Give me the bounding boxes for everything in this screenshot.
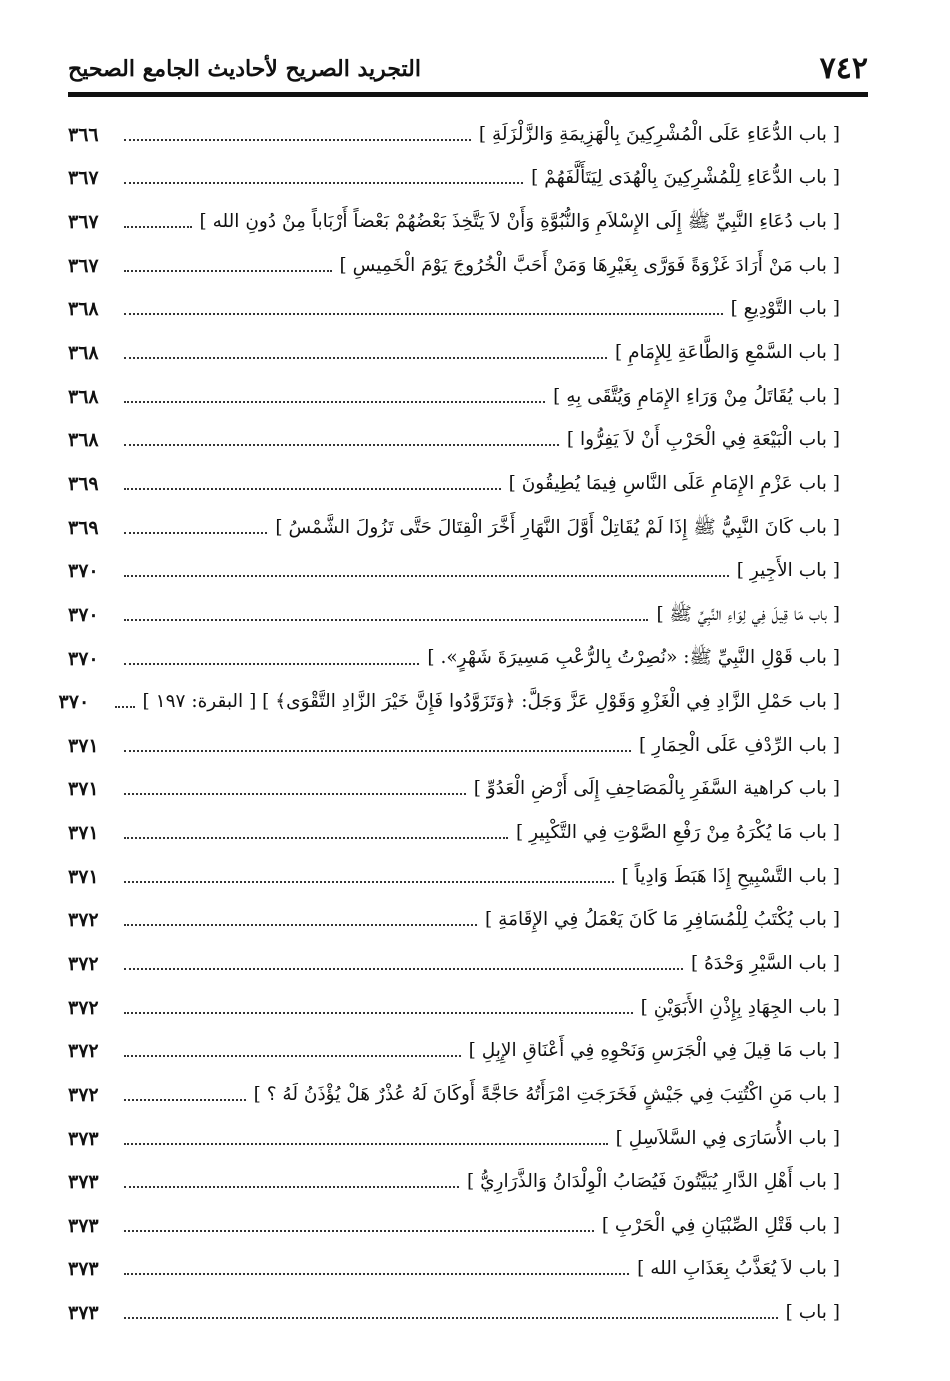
- dot-leader: [124, 575, 729, 577]
- toc-entry: [68, 1073, 840, 1117]
- toc-entry: [68, 899, 840, 943]
- dot-leader: [124, 1099, 246, 1101]
- toc-entry-title: [ باب قَوْلِ النَّبِيِّ ﷺ: «نُصِرْتُ بِالرُّعْبِ مَسِيرَةَ شَهْرٍ». ]: [427, 647, 840, 669]
- toc-entry: [58, 680, 840, 724]
- dot-leader: [124, 1055, 461, 1057]
- toc-entry-page: ٣٧٢: [68, 909, 99, 932]
- dot-leader: [124, 1186, 459, 1188]
- toc-entry-page: ٣٧١: [68, 822, 99, 845]
- toc-entry-page: ٣٧٢: [68, 1040, 99, 1063]
- toc-entry-page: ٣٦٩: [68, 472, 99, 495]
- toc-entry: [68, 157, 840, 201]
- toc-entry-page: ٣٧٢: [68, 1083, 99, 1106]
- toc-entry-title: [ باب أَهْلِ الدَّارِ يُبَيَّتُونَ فَيُصَابُ الْوِلْدَانُ وَالذَّرَارِيُّ ]: [466, 1171, 840, 1193]
- toc-entry-title: [ باب الْبَيْعَةِ فِي الْحَرْبِ أَنْ لاَ يَفِرُّوا ]: [566, 429, 840, 451]
- toc-entry: [68, 724, 840, 768]
- toc-entry-page: ٣٧٠: [68, 560, 99, 583]
- toc-entry-title: [ باب مَا قِيلَ فِي الْجَرَسِ وَنَحْوِهِ فِي أَعْنَاقِ الإِبِلِ ]: [468, 1040, 840, 1062]
- toc-entry: [68, 244, 840, 288]
- toc-entry: [68, 1160, 840, 1204]
- toc-entry-page: ٣٦٧: [68, 254, 99, 277]
- dot-leader: [124, 750, 631, 752]
- dot-leader: [124, 444, 559, 446]
- dot-leader: [124, 139, 471, 141]
- dot-leader: [124, 663, 419, 665]
- page-number: ٧٤٢: [819, 51, 868, 86]
- toc-entry-title: [ باب الأُسَارَى فِي السَّلاَسِلِ ]: [615, 1127, 840, 1149]
- toc-entry: [68, 1117, 840, 1161]
- header-rule: [68, 92, 868, 97]
- toc-entry: [68, 200, 840, 244]
- toc-entry-title: [ باب يُقَاتَلُ مِنْ وَرَاءِ الإِمَامِ وَيُتَّقَى بِهِ ]: [553, 385, 840, 407]
- toc-entry-title: [ باب كَانَ النَّبِيُّ ﷺ إِذَا لَمْ يُقَاتِلْ أَوَّلَ النَّهَارِ أَخَّرَ الْقِتَالَ حَتَّى تَزُولَ الشَّمْسُ ]: [275, 516, 840, 538]
- toc-entry: [68, 593, 840, 637]
- toc-entry-page: ٣٧٣: [68, 1214, 99, 1237]
- toc-entry: [68, 811, 840, 855]
- toc-entry: [68, 1248, 840, 1292]
- toc-entry-page: ٣٧٠: [68, 647, 99, 670]
- toc-entry-page: ٣٦٧: [68, 211, 99, 234]
- toc-entry-title: [ باب الأَجِيرِ ]: [736, 560, 840, 582]
- dot-leader: [124, 837, 508, 839]
- dot-leader: [124, 1012, 633, 1014]
- toc-entry-title: [ باب دُعَاءِ النَّبِيِّ ﷺ إِلَى الإِسْلاَمِ وَالنُّبُوَّةِ وَأَنْ لاَ يَتَّخِذَ بَعْضُهُمْ بَعْضاً أَرْبَاباً مِنْ دُونِ الله ]: [199, 211, 840, 233]
- toc-entry-title: [ باب كراهية السَّفَرِ بِالْمَصَاحِفِ إِلَى أَرْضِ الْعَدُوِّ ]: [473, 778, 840, 800]
- toc-entry-title: [ باب السَّمْعِ وَالطَّاعَةِ لِلإِمَامِ ]: [614, 342, 840, 363]
- toc-entry: [68, 986, 840, 1030]
- toc-entry-page: ٣٦٦: [68, 123, 99, 146]
- toc-entry-page: ٣٧٠: [68, 603, 99, 626]
- dot-leader: [124, 270, 332, 272]
- toc-entry-page: ٣٦٩: [68, 516, 99, 539]
- toc-entry-title: [ باب التَّسْبِيحِ إِذَا هَبَطَ وَادِياً ]: [621, 865, 840, 887]
- toc-entry-title: [ باب السَّيْرِ وَحْدَهُ ]: [690, 952, 840, 974]
- dot-leader: [124, 1273, 629, 1275]
- toc-entry-page: ٣٦٨: [68, 342, 99, 365]
- toc-entry-title: [ باب حَمْلِ الزَّادِ فِي الْغَزْوِ وَقَوْلِ عَزَّ وَجَلَّ: ﴿وَتَزَوَّدُوا فَإِنَّ خَيْرَ الزَّادِ التَّقْوَى﴾ ] [ البقرة: ١٩٧ ]: [142, 691, 840, 713]
- dot-leader: [124, 881, 614, 883]
- toc-entry-page: ٣٦٧: [68, 167, 99, 190]
- dot-leader: [124, 532, 267, 534]
- toc-entry-title: [ باب عَزْمِ الإِمَامِ عَلَى النَّاسِ فِيمَا يُطِيقُونَ ]: [508, 472, 840, 494]
- running-head: [68, 48, 868, 88]
- toc-entry-title: [ باب مَنِ اكْتُتِبَ فِي جَيْشٍ فَخَرَجَتِ امْرَأَتُهُ حَاجَّةً أَوكَانَ لَهُ عُذْرٌ هَلْ يُؤْذَنُ لَهُ ؟ ]: [253, 1083, 840, 1105]
- toc-entry-title: [ باب مَنْ أَرَادَ غَزْوَةً فَوَرَّى بِغَيْرِهَا وَمَنْ أَحَبَّ الْخُرُوجَ يَوْمَ الْخَمِيسِ ]: [339, 254, 840, 276]
- toc-entry-page: ٣٧٢: [68, 952, 99, 975]
- toc-entry-page: ٣٧٢: [68, 996, 99, 1019]
- dot-leader: [124, 488, 501, 490]
- dot-leader: [124, 968, 683, 970]
- dot-leader: [124, 1143, 608, 1145]
- toc-entry: [68, 637, 840, 681]
- toc-entry-title: [ باب لاَ يُعَذَّبُ بِعَذَابِ الله ]: [637, 1258, 840, 1280]
- toc-entry-page: ٣٧١: [68, 734, 99, 757]
- toc-entry-title: [ باب يُكْتَبُ لِلْمُسَافِرِ مَا كَانَ يَعْمَلُ فِي الإِقَامَةِ ]: [485, 909, 840, 931]
- table-of-contents: [58, 113, 840, 1335]
- dot-leader: [124, 1230, 594, 1232]
- dot-leader: [124, 357, 607, 359]
- running-head-title: التجريد الصريح لأحاديث الجامع الصحيح: [68, 56, 421, 82]
- dot-leader: [124, 226, 192, 228]
- toc-entry-page: ٣٧١: [68, 778, 99, 801]
- toc-entry-page: ٣٧٠: [58, 691, 90, 714]
- toc-entry: [68, 113, 840, 157]
- toc-entry-title: [ باب الدُّعَاءِ لِلْمُشْرِكِينَ بِالْهُدَى لِيَتَأَلَّفَهُمْ ]: [531, 167, 840, 189]
- toc-entry: [68, 418, 840, 462]
- toc-entry: [68, 1029, 840, 1073]
- toc-entry-page: ٣٧٣: [68, 1258, 99, 1281]
- dot-leader: [124, 313, 723, 315]
- toc-entry-page: ٣٧١: [68, 865, 99, 888]
- toc-entry-page: ٣٧٣: [68, 1171, 99, 1194]
- toc-entry-page: ٣٧٣: [68, 1127, 99, 1150]
- dot-leader: [124, 1317, 778, 1319]
- dot-leader: [124, 182, 523, 184]
- toc-entry: [68, 506, 840, 550]
- toc-entry-title: [ باب قَتْلِ الصِّبْيَانِ فِي الْحَرْبِ ]: [601, 1214, 840, 1236]
- toc-entry-title: [ باب ]: [785, 1302, 840, 1324]
- toc-entry: [68, 1291, 840, 1335]
- toc-entry: [68, 331, 840, 375]
- toc-entry-page: ٣٧٣: [68, 1302, 99, 1325]
- toc-entry: [68, 375, 840, 419]
- toc-entry-page: ٣٦٨: [68, 385, 99, 408]
- toc-entry-title: [ باب مَا قِيلَ فِي لِوَاءِ النَّبِيِّ ﷺ ]: [656, 603, 840, 625]
- toc-entry-title: [ باب الرِّدْفِ عَلَى الْحِمَارِ ]: [638, 734, 840, 756]
- toc-entry-title: [ باب الجِهَادِ بِإِذْنِ الأَبَوَيْنِ ]: [640, 996, 840, 1018]
- toc-entry: [68, 549, 840, 593]
- dot-leader: [124, 619, 648, 621]
- toc-entry: [68, 942, 840, 986]
- toc-entry: [68, 855, 840, 899]
- toc-entry-title: [ باب مَا يُكْرَهُ مِنْ رَفْعِ الصَّوْتِ فِي التَّكْبِيرِ ]: [516, 822, 840, 844]
- toc-entry: [68, 768, 840, 812]
- toc-entry: [68, 288, 840, 332]
- dot-leader: [124, 793, 466, 795]
- toc-entry: [68, 462, 840, 506]
- dot-leader: [115, 706, 135, 708]
- dot-leader: [124, 401, 545, 403]
- toc-entry-title: [ باب الدُّعَاءِ عَلَى الْمُشْرِكِينَ بِالْهَزِيمَةِ وَالزَّلْزَلَةِ ]: [478, 123, 840, 145]
- dot-leader: [124, 924, 477, 926]
- toc-entry-page: ٣٦٨: [68, 429, 99, 452]
- toc-entry-title: [ باب التَّوْدِيعِ ]: [730, 298, 840, 320]
- toc-entry: [68, 1204, 840, 1248]
- toc-entry-page: ٣٦٨: [68, 298, 99, 321]
